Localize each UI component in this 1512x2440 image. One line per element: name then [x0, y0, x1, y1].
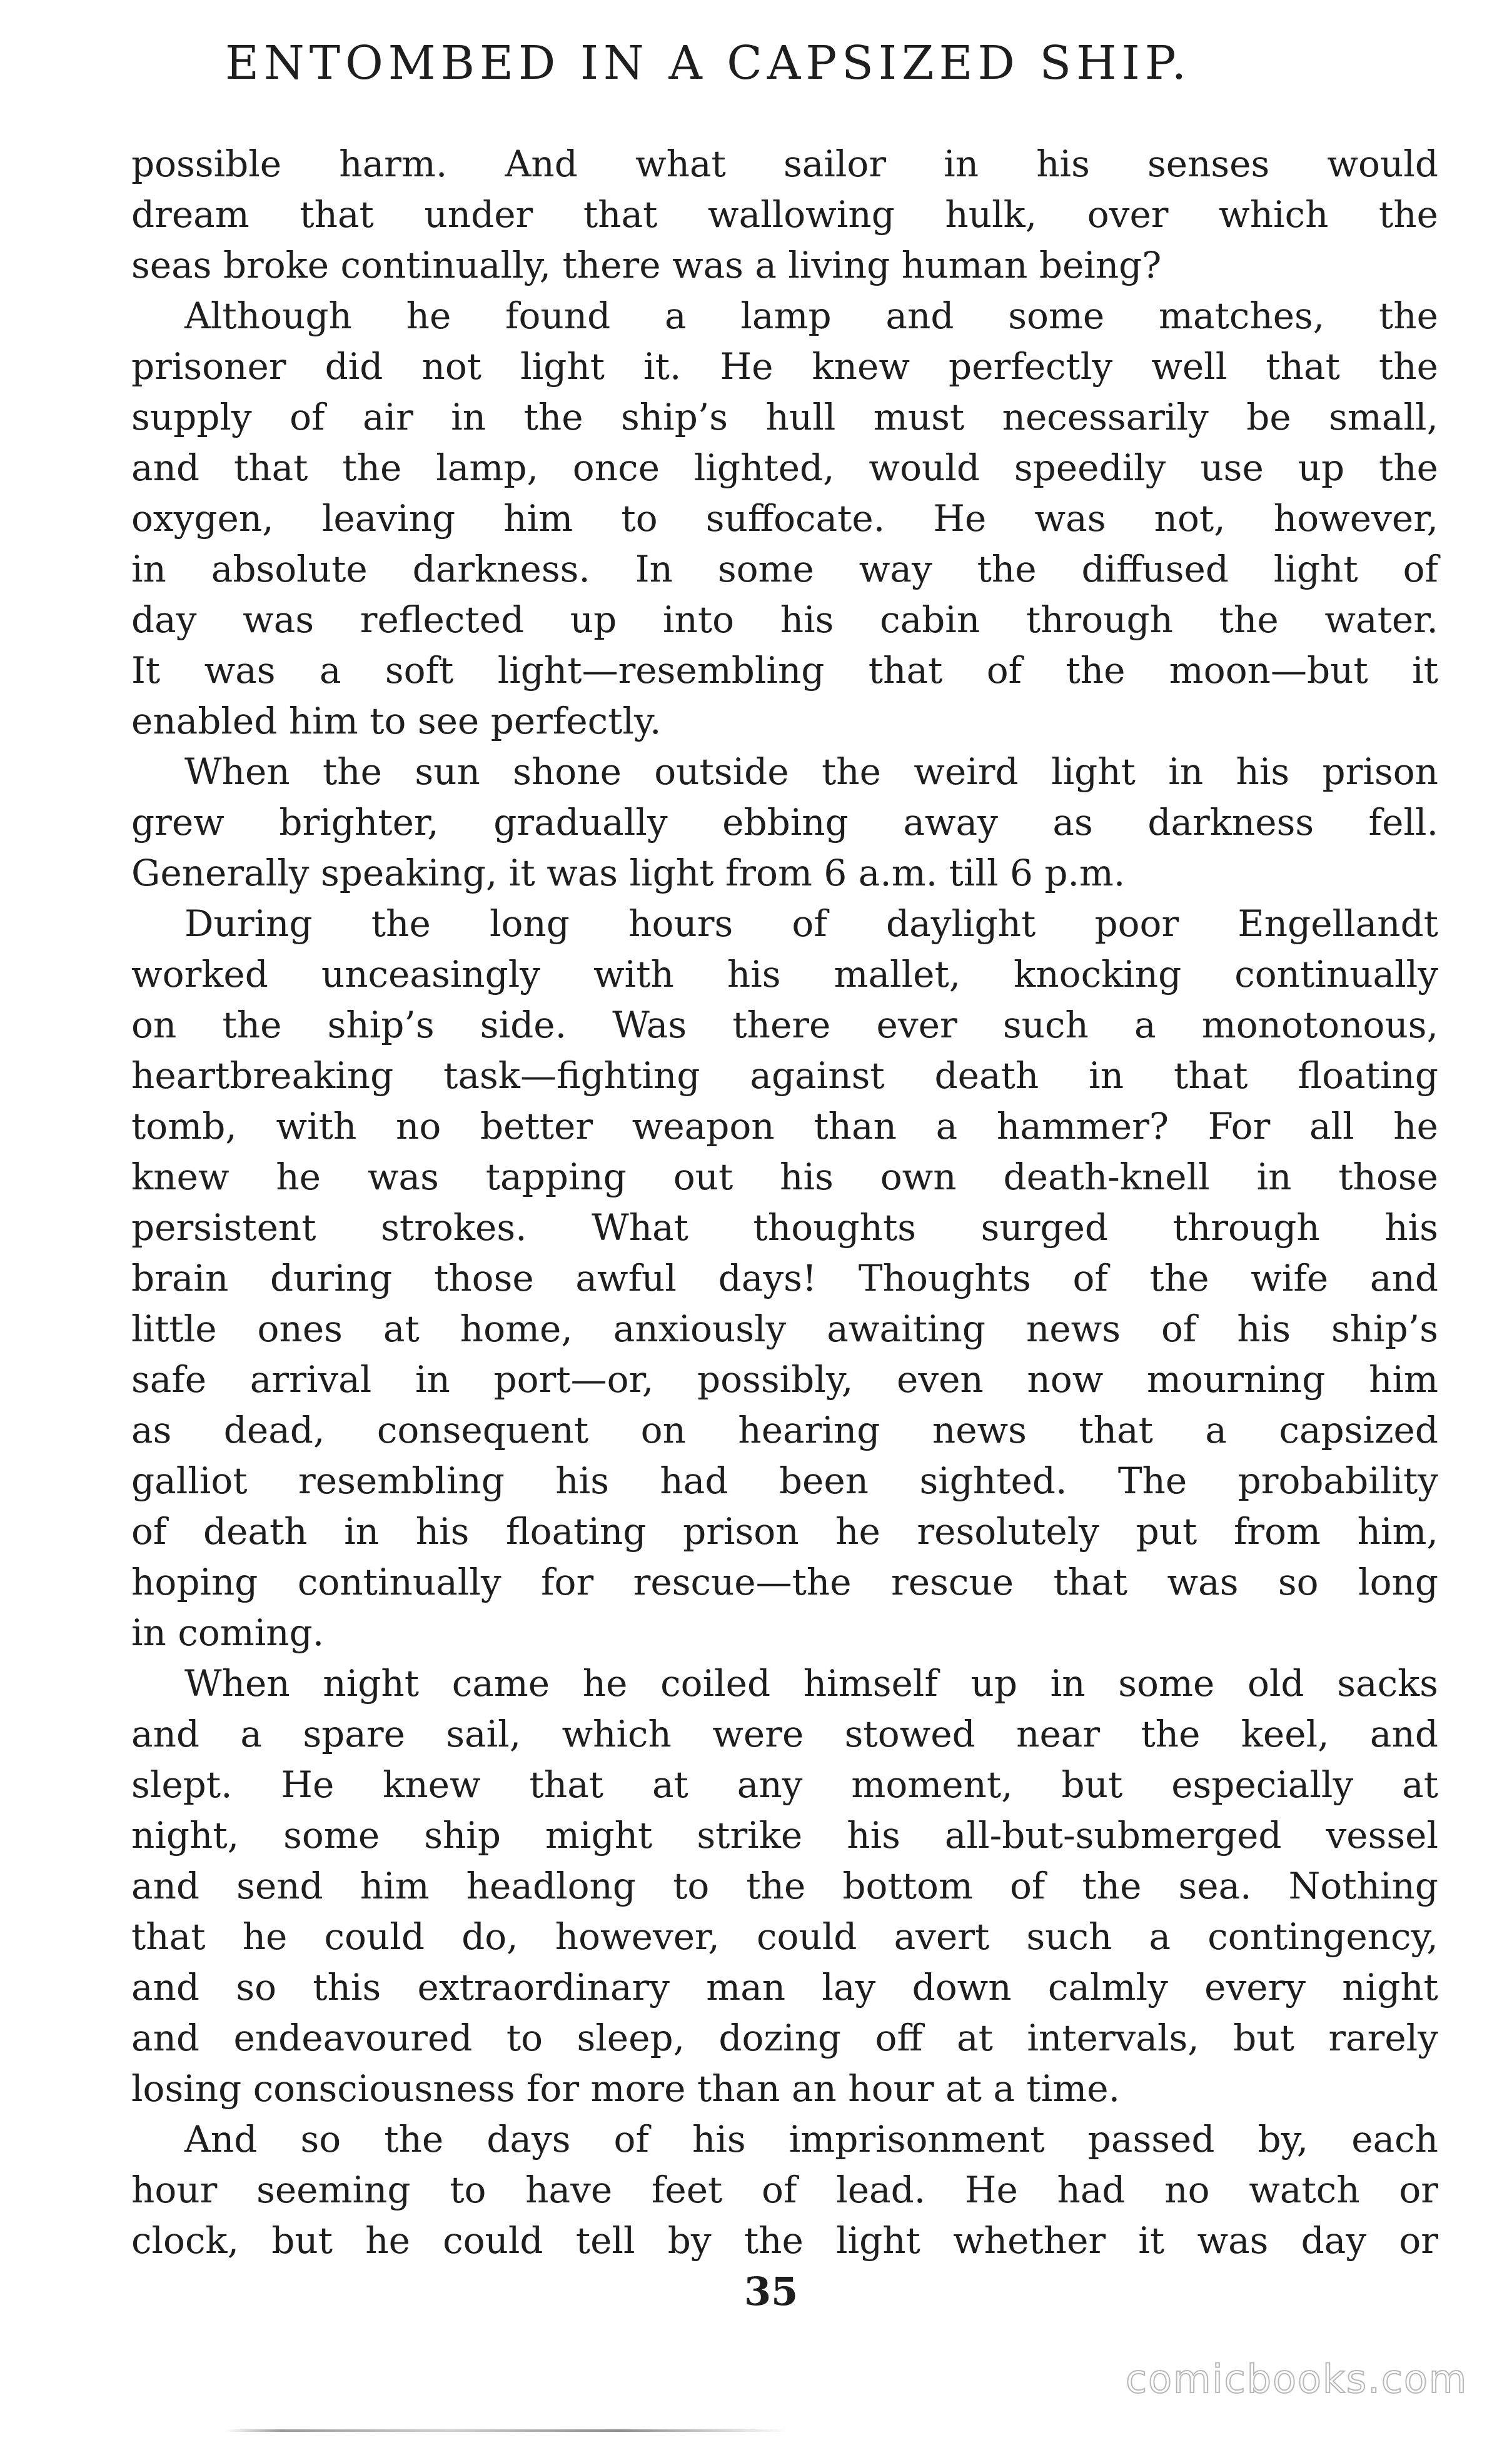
- text-line: on the ship’s side. Was there ever such a monotonous,: [131, 1004, 1438, 1046]
- text-line: and a spare sail, which were stowed near the keel, and: [131, 1713, 1438, 1755]
- paragraph: [131, 747, 1438, 899]
- text-line: and that the lamp, once lighted, would speedily use up the: [131, 446, 1438, 489]
- text-line: and endeavoured to sleep, dozing off at intervals, but rarely: [131, 2017, 1438, 2059]
- running-head: ENTOMBED IN A CAPSIZED SHIP.: [225, 36, 1192, 90]
- paragraph: [131, 291, 1438, 747]
- text-line: Generally speaking, it was light from 6 a.m. till 6 p.m.: [131, 852, 1126, 894]
- text-line: prisoner did not light it. He knew perfectly well that the: [131, 345, 1438, 388]
- text-line: heartbreaking task—fighting against death in that floating: [131, 1054, 1438, 1097]
- scan-artifact: [225, 2429, 788, 2432]
- text-line: galliot resembling his had been sighted. The probability: [131, 1459, 1438, 1502]
- text-line: hoping continually for rescue—the rescue that was so long: [131, 1561, 1438, 1603]
- text-line: seas broke continually, there was a living human being?: [131, 244, 1162, 286]
- text-line: as dead, consequent on hearing news that a capsized: [131, 1409, 1438, 1451]
- text-line: hour seeming to have feet of lead. He had no watch or: [131, 2169, 1438, 2211]
- body-text: [131, 139, 1438, 2266]
- paragraph: [131, 1658, 1438, 2114]
- paragraph: [131, 899, 1438, 1658]
- text-line: supply of air in the ship’s hull must necessarily be small,: [131, 396, 1438, 438]
- paragraph: [131, 139, 1438, 291]
- page-number: 35: [744, 2269, 799, 2314]
- text-line: clock, but he could tell by the light whether it was day or: [131, 2219, 1438, 2262]
- text-line: day was reflected up into his cabin through the water.: [131, 598, 1438, 641]
- text-line: night, some ship might strike his all-but-submerged vessel: [131, 1814, 1438, 1857]
- text-line: It was a soft light—resembling that of the moon—but it: [131, 649, 1438, 692]
- text-line: tomb, with no better weapon than a hammer? For all he: [131, 1105, 1438, 1147]
- text-line: knew he was tapping out his own death-knell in those: [131, 1156, 1438, 1198]
- text-line: safe arrival in port—or, possibly, even now mourning him: [131, 1358, 1438, 1401]
- text-line: brain during those awful days! Thoughts of the wife and: [131, 1257, 1438, 1299]
- text-line: worked unceasingly with his mallet, knocking continually: [131, 953, 1438, 996]
- text-line: And so the days of his imprisonment passed by, each: [184, 2118, 1438, 2160]
- text-line: losing consciousness for more than an hour at a time.: [131, 2067, 1121, 2110]
- text-line: enabled him to see perfectly.: [131, 700, 662, 742]
- text-line: Although he found a lamp and some matches, the: [184, 295, 1438, 337]
- text-line: persistent strokes. What thoughts surged through his: [131, 1206, 1438, 1249]
- text-line: When the sun shone outside the weird light in his prison: [184, 750, 1438, 793]
- text-line: of death in his floating prison he resolutely put from him,: [131, 1510, 1438, 1553]
- text-line: in coming.: [131, 1611, 325, 1654]
- text-line: in absolute darkness. In some way the diffused light of: [131, 548, 1438, 590]
- text-line: During the long hours of daylight poor Engellandt: [184, 902, 1438, 945]
- text-line: little ones at home, anxiously awaiting news of his ship’s: [131, 1308, 1438, 1350]
- text-line: When night came he coiled himself up in some old sacks: [184, 1662, 1438, 1705]
- paragraph: [131, 2114, 1438, 2266]
- text-line: and so this extraordinary man lay down calmly every night: [131, 1966, 1438, 2009]
- text-line: dream that under that wallowing hulk, over which the: [131, 193, 1438, 236]
- watermark: comicbooks.com: [1126, 2356, 1468, 2402]
- text-line: that he could do, however, could avert such a contingency,: [131, 1915, 1438, 1958]
- text-line: oxygen, leaving him to suffocate. He was not, however,: [131, 497, 1438, 540]
- text-line: and send him headlong to the bottom of the sea. Nothing: [131, 1865, 1438, 1907]
- text-line: grew brighter, gradually ebbing away as darkness fell.: [131, 801, 1438, 844]
- text-line: possible harm. And what sailor in his senses would: [131, 143, 1438, 185]
- text-line: slept. He knew that at any moment, but especially at: [131, 1763, 1438, 1806]
